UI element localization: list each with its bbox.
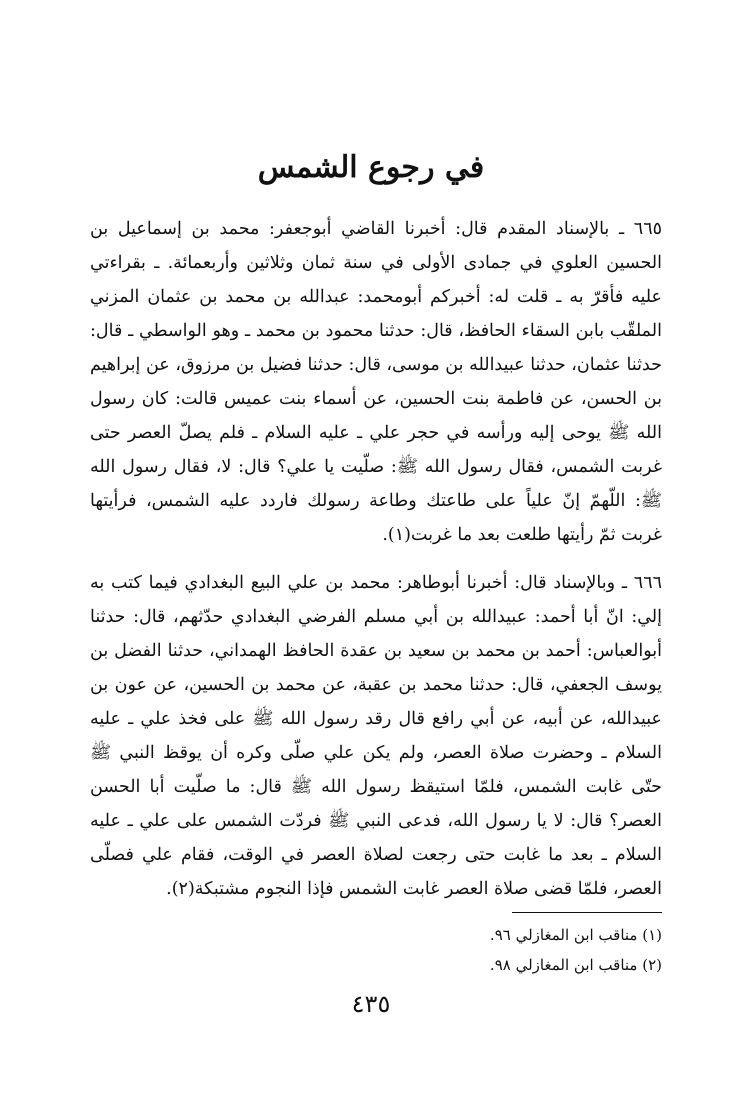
- paragraph-665: ٦٦٥ ـ بالإسناد المقدم قال: أخبرنا القاضي أبوجعفر: محمد بن إسماعيل بن الحسين العلوي في جمادى الأولى في سنة ثمان وثلاثين وأربعمائة. ـ بقراءتي عليه فأقرّ به ـ قلت له: أخبركم أبومحمد: عبدالله بن محمد بن عثمان المزني الملقّب بابن السقاء الحافظ، قال: حدثنا محمود بن محمد ـ وهو الواسطي ـ قال: حدثنا عثمان، حدثنا عبيدالله بن موسى، قال: حدثنا فضيل بن مرزوق، عن إبراهيم بن الحسن، عن فاطمة بنت الحسين، عن أسماء بنت عميس قالت: كان رسول الله ﷺ يوحى إليه ورأسه في حجر علي ـ عليه السلام ـ فلم يصلّ العصر حتى غربت الشمس، فقال رسول الله ﷺ: صلّيت يا علي؟ قال: لا، فقال رسول الله ﷺ: اللّهمّ إنّ علياً على طاعتك وطاعة رسولك فاردد عليه الشمس، فرأيتها غربت ثمّ رأيتها طلعت بعد ما غربت(١).: [90, 219, 662, 545]
- paragraph-666: ٦٦٦ ـ وبالإسناد قال: أخبرنا أبوطاهر: محمد بن علي البيع البغدادي فيما كتب به إلي: انّ أبا أحمد: عبيدالله بن أبي مسلم الفرضي البغدادي حدّثهم، قال: حدثنا أبوالعباس: أحمد بن محمد بن سعيد بن عقدة الحافظ الهمداني، حدثنا الفضل بن يوسف الجعفي، قال: حدثنا محمد بن عقبة، عن محمد بن الحسين، عن عون بن عبيدالله، عن أبيه، عن أبي رافع قال رقد رسول الله ﷺ على فخذ علي ـ عليه السلام ـ وحضرت صلاة العصر، ولم يكن علي صلّى وكره أن يوقظ النبي ﷺ حتّى غابت الشمس، فلمّا استيقظ رسول الله ﷺ قال: ما صلّيت أبا الحسن العصر؟ قال: لا يا رسول الله، فدعى النبي ﷺ فردّت الشمس على علي ـ عليه السلام ـ بعد ما غابت حتى رجعت لصلاة العصر في الوقت، فقام علي فصلّى العصر، فلمّا قضى صلاة العصر غابت الشمس فإذا النجوم مشتبكة(٢).: [90, 573, 662, 899]
- footnote-1: (١) مناقب ابن المغازلي ٩٦.: [489, 926, 662, 944]
- page-number: ٤٣٥: [351, 990, 391, 1018]
- footnote-2: (٢) مناقب ابن المغازلي ٩٨.: [489, 956, 662, 974]
- chapter-title: في رجوع الشمس: [257, 150, 485, 185]
- footnotes: [300, 920, 662, 980]
- footnote-divider: [512, 912, 662, 913]
